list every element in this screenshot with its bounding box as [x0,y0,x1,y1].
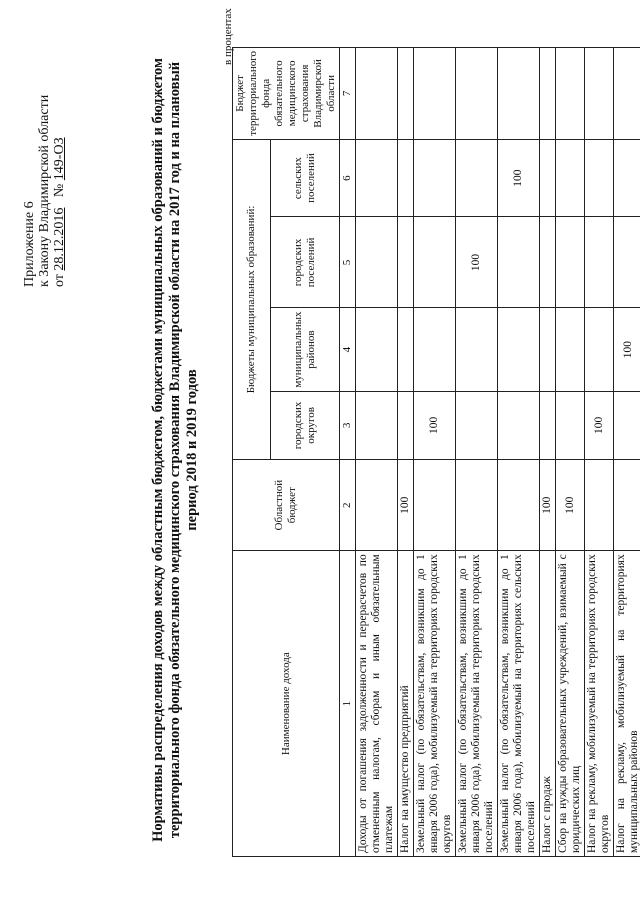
percent-cell [614,391,640,459]
percent-cell [540,308,556,391]
income-name-cell: Земельный налог (по обязательствам, возникшим до 1 января 2006 года), мобилизуемый на территориях городских округов [414,551,456,857]
table-row [614,48,640,857]
column-index: 7 [340,48,356,140]
appendix-date: 28.12.2016 [52,207,67,271]
income-name-cell: Налог с продаж [540,551,556,857]
income-name-cell: Земельный налог (по обязательствам, возникшим до 1 января 2006 года), мобилизуемый на территориях городских поселений [456,551,498,857]
percent-cell [556,48,585,140]
table-row [585,48,614,857]
percent-cell: 100 [398,460,414,551]
percent-cell [498,460,540,551]
appendix-law: к Закону Владимирской области [37,94,52,287]
percent-cell [614,139,640,217]
header-municipal-districts: муниципальных районов [271,308,340,391]
document-title: Нормативы распределения доходов между областным бюджетом, бюджетами муниципальных образований и бюджетом территориального фонда обязательного медицинского страхования Владимирской области на 2017 год и на плановый период 2018 и 2019 годов [150,58,200,842]
percent-cell: 100 [585,391,614,459]
column-index: 6 [340,139,356,217]
header-municipal-budgets: Бюджеты муниципальных образований: [233,139,271,459]
column-index: 1 [340,551,356,857]
percent-cell [398,308,414,391]
percent-cell [356,460,398,551]
percent-cell [585,308,614,391]
income-name-cell: Сбор на нужды образовательных учреждений, взимаемый с юридических лиц [556,551,585,857]
table-row [356,48,398,857]
percent-cell [498,48,540,140]
appendix-date-line [52,95,67,287]
header-urban-settlements: городских поселений [271,217,340,308]
header-medical-fund: Бюджет территориального фонда обязательного медицинского страхования Владимирской области [233,48,340,140]
percent-cell [585,217,614,308]
table-row [540,48,556,857]
appendix-law-number: 149-ОЗ [52,137,67,181]
percent-cell [614,460,640,551]
percent-cell [398,48,414,140]
percent-cell [614,48,640,140]
percent-cell [540,217,556,308]
percent-cell [398,391,414,459]
percent-cell: 100 [414,391,456,459]
income-name-cell: Налог на рекламу, мобилизуемый на территориях городских округов [585,551,614,857]
column-index: 5 [340,217,356,308]
percent-cell [614,217,640,308]
table-row [556,48,585,857]
header-rural-settlements: сельских поселений [271,139,340,217]
income-name-cell: Налог на рекламу, мобилизуемый на территориях муниципальных районов [614,551,640,857]
percent-cell [556,308,585,391]
percent-cell [498,391,540,459]
percent-cell [585,460,614,551]
percent-cell [585,48,614,140]
units-label: в процентах [222,8,234,65]
percent-cell [540,391,556,459]
norms-table [232,47,640,857]
percent-cell: 100 [456,217,498,308]
percent-cell [356,217,398,308]
percent-cell [540,139,556,217]
percent-cell: 100 [556,460,585,551]
percent-cell [356,48,398,140]
header-income-name: Наименование дохода [233,551,340,857]
percent-cell: 100 [540,460,556,551]
percent-cell [456,48,498,140]
percent-cell [356,391,398,459]
percent-cell [414,139,456,217]
percent-cell: 100 [614,308,640,391]
percent-cell [356,139,398,217]
percent-cell [556,139,585,217]
table-row [456,48,498,857]
percent-cell [414,460,456,551]
income-name-cell: Налог на имущество предприятий [398,551,414,857]
table-row [398,48,414,857]
percent-cell [585,139,614,217]
header-city-districts: городских округов [271,391,340,459]
appendix-from: от [52,274,67,287]
percent-cell [540,48,556,140]
percent-cell [456,391,498,459]
percent-cell [456,460,498,551]
appendix-no-sign: № [52,183,67,198]
percent-cell [556,217,585,308]
percent-cell [498,308,540,391]
percent-cell [498,217,540,308]
column-index-row [340,48,356,857]
percent-cell [456,139,498,217]
percent-cell [414,217,456,308]
appendix-number: Приложение 6 [22,201,37,287]
percent-cell [414,308,456,391]
percent-cell [398,217,414,308]
column-index: 3 [340,391,356,459]
table-row [414,48,456,857]
column-index: 4 [340,308,356,391]
income-name-cell: Доходы от погашения задолженности и перерасчетов по отмененным налогам, сборам и иным обязательным платежам [356,551,398,857]
table-row [498,48,540,857]
income-name-cell: Земельный налог (по обязательствам, возникшим до 1 января 2006 года), мобилизуемый на территориях сельских поселений [498,551,540,857]
appendix-block [22,95,67,287]
percent-cell [456,308,498,391]
percent-cell [556,391,585,459]
percent-cell [356,308,398,391]
percent-cell [398,139,414,217]
column-index: 2 [340,460,356,551]
header-regional-budget: Областной бюджет [233,460,340,551]
percent-cell [414,48,456,140]
percent-cell: 100 [498,139,540,217]
